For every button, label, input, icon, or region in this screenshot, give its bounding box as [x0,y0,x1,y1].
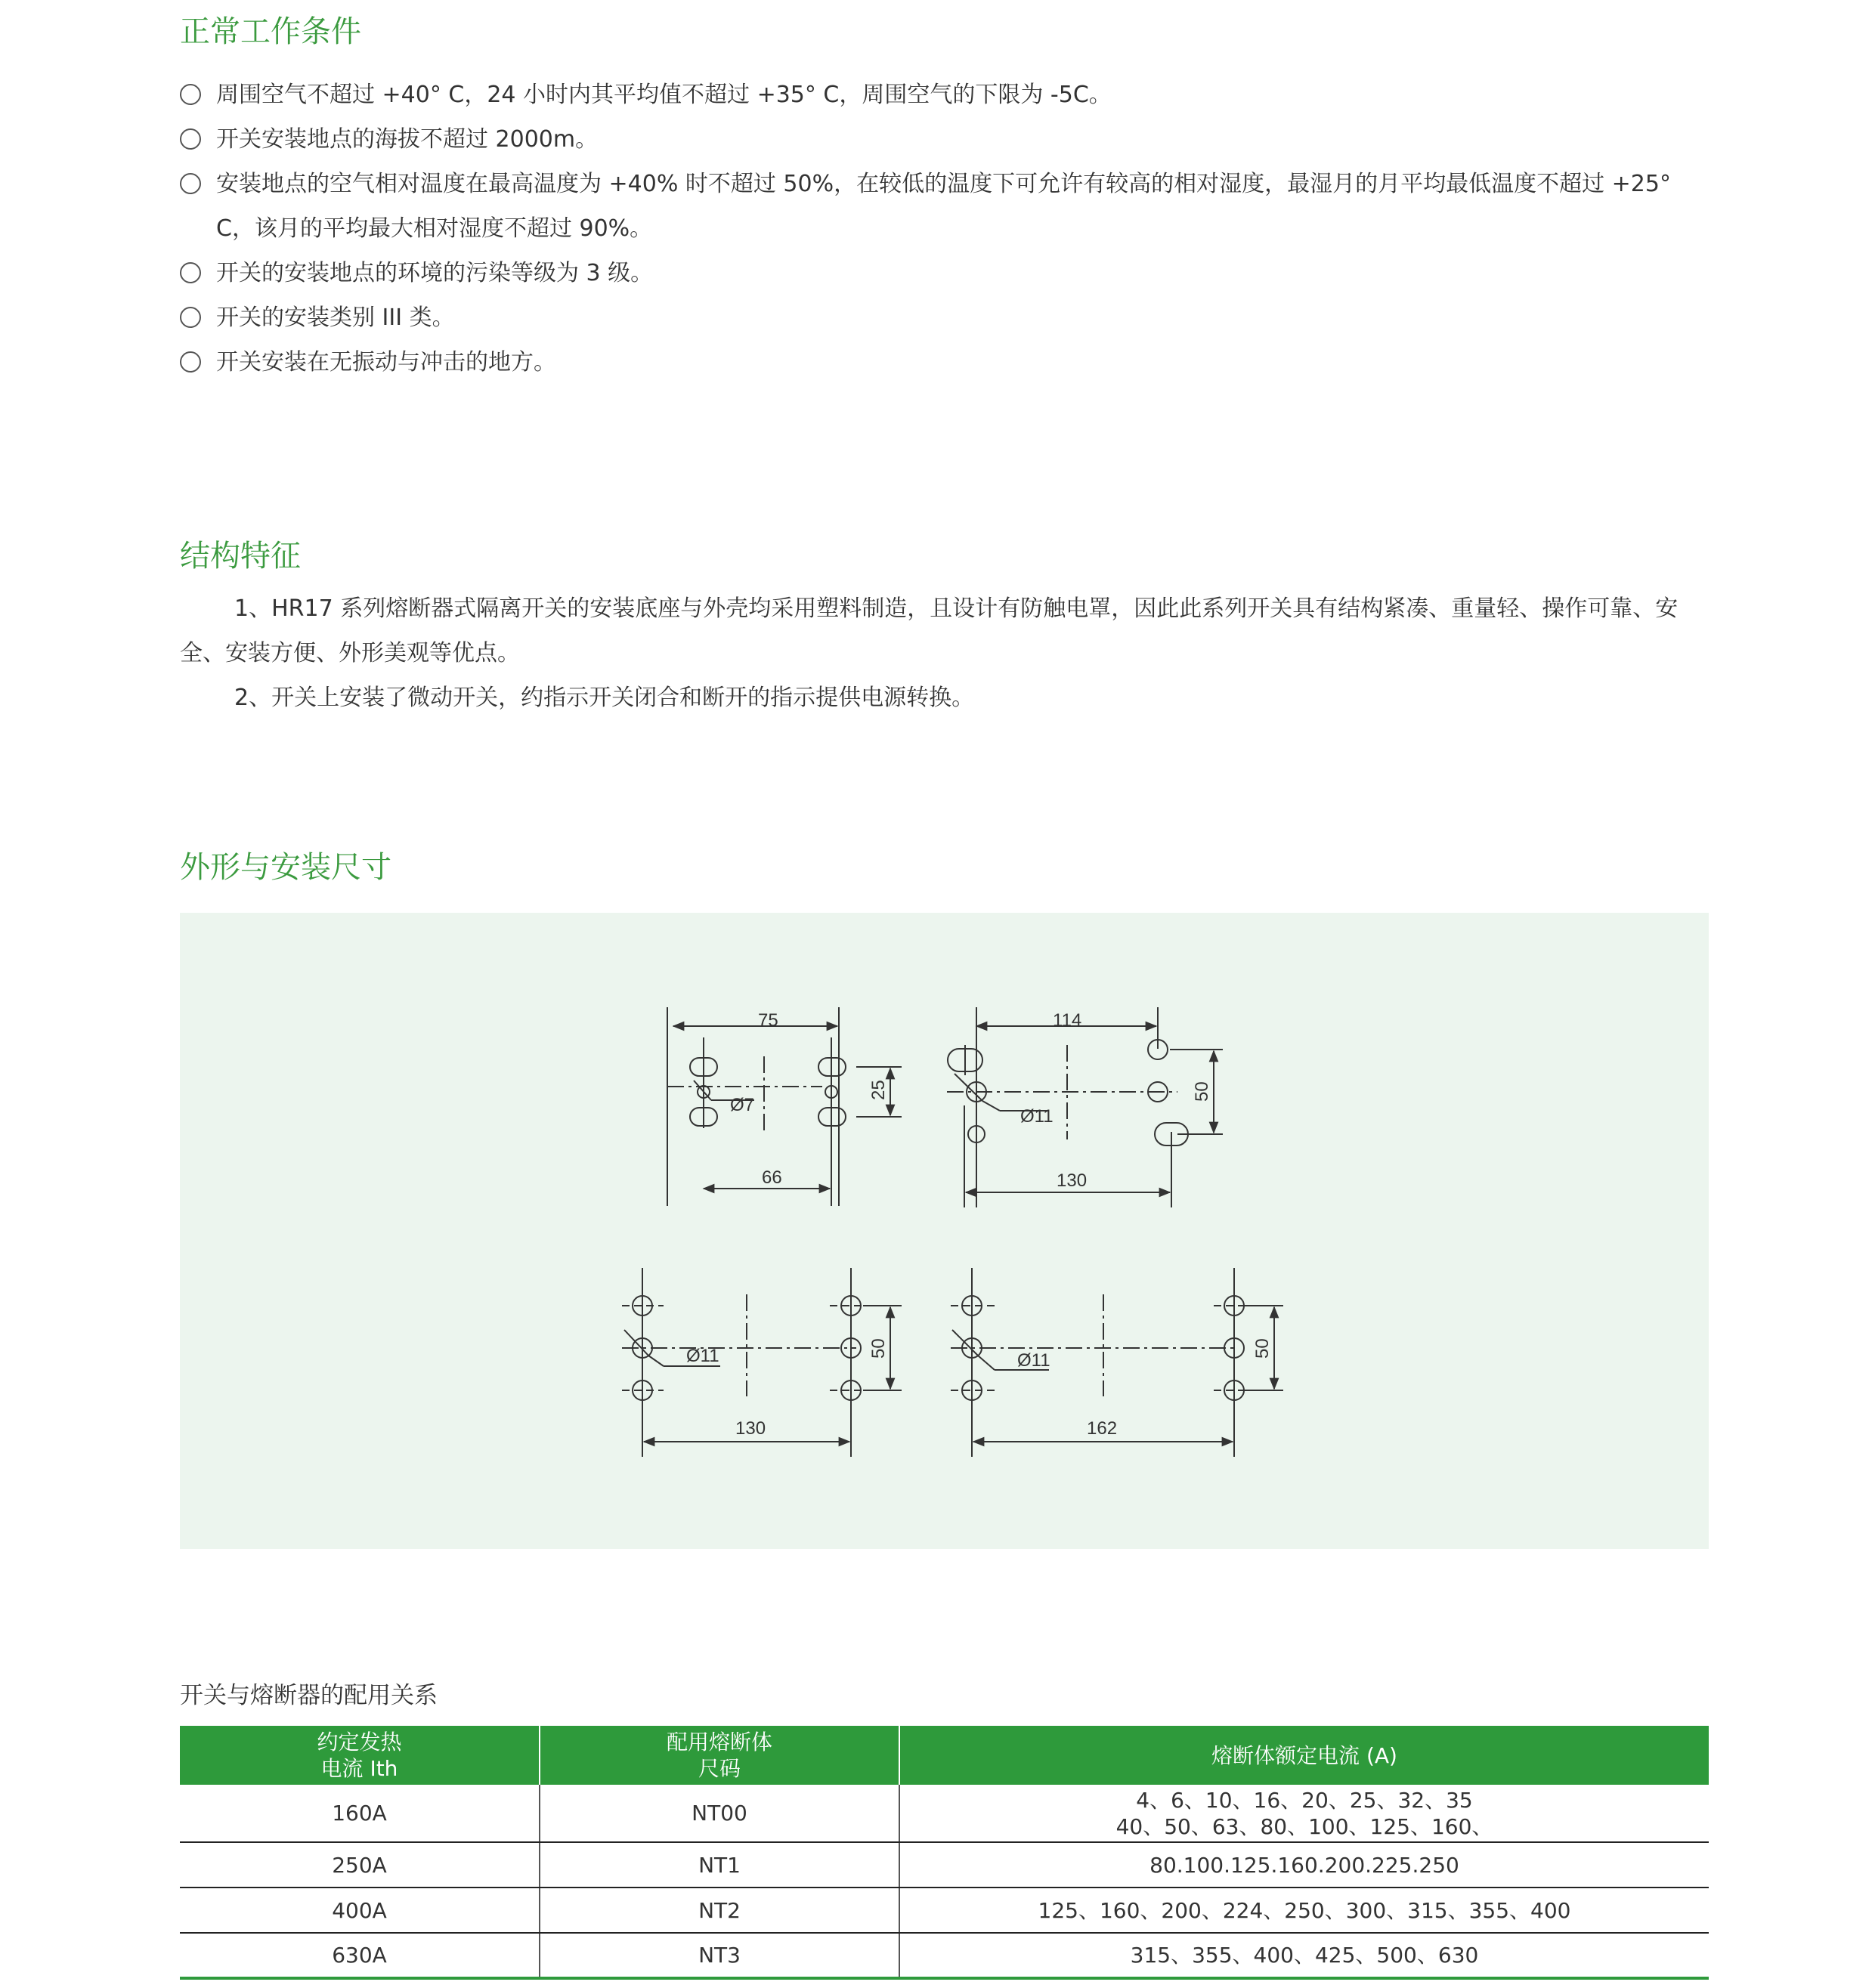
drawing-2 [947,1007,1223,1207]
condition-text: 开关的安装地点的环境的污染等级为 3 级。 [216,260,654,286]
cell-ratings: 315、355、400、425、500、630 [899,1933,1709,1978]
list-item [180,251,1714,295]
cell-current: 250A [180,1842,540,1888]
cell-ratings: 125、160、200、224、250、300、315、355、400 [899,1888,1709,1933]
structure-text [180,586,1714,720]
circle-bullet-icon [180,84,201,105]
cell-ratings-line1: 4、6、10、16、20、25、32、35 [1136,1787,1473,1813]
conditions-list [180,73,1714,385]
fuse-table [180,1726,1709,1980]
list-item [180,295,1714,340]
d3-bottom-dim: 130 [735,1418,766,1439]
cell-current: 160A [180,1785,540,1842]
table-header-row [180,1726,1709,1785]
cell-current: 400A [180,1888,540,1933]
dimension-drawings [180,913,1709,1549]
condition-text: 周围空气不超过 +40° C，24 小时内其平均值不超过 +35° C，周围空气的下限为 -5C。 [216,82,1112,108]
dimensions-heading: 外形与安装尺寸 [180,850,391,885]
d1-side-dim: 25 [868,1080,889,1100]
d1-bottom-dim: 66 [762,1167,782,1188]
d3-hole-label: Ø11 [686,1346,719,1366]
conditions-heading: 正常工作条件 [180,14,361,49]
header-current [180,1726,540,1785]
structure-paragraph-2: 2、开关上安装了微动开关，约指示开关闭合和断开的指示提供电源转换。 [234,685,975,711]
circle-bullet-icon [180,351,201,373]
table-title: 开关与熔断器的配用关系 [180,1682,438,1709]
header-current-line1: 约定发热 [317,1730,402,1755]
d1-top-dim: 75 [758,1010,778,1031]
table-row [180,1842,1709,1888]
table-row [180,1785,1709,1842]
condition-text: 安装地点的空气相对温度在最高温度为 +40% 时不超过 50%，在较低的温度下可允许有较高的相对湿度，最湿月的月平均最低温度不超过 +25° C，该月的平均最大相对湿度不超过 90%。 [216,171,1671,242]
header-current-line2: 电流 Ith [320,1756,398,1781]
d4-side-dim: 50 [1252,1338,1273,1359]
header-size-line2: 尺码 [698,1756,741,1781]
condition-text: 开关安装在无振动与冲击的地方。 [216,349,556,376]
d2-side-dim: 50 [1192,1081,1212,1102]
circle-bullet-icon [180,262,201,283]
drawing-3 [622,1268,902,1457]
list-item [180,162,1714,251]
header-size-line1: 配用熔断体 [666,1730,772,1755]
cell-size: NT00 [540,1785,899,1842]
cell-ratings-line2: 40、50、63、80、100、125、160、 [1115,1813,1493,1839]
circle-bullet-icon [180,173,201,194]
table-row [180,1933,1709,1978]
cell-size: NT2 [540,1888,899,1933]
list-item [180,340,1714,385]
d2-hole-label: Ø11 [1020,1106,1054,1127]
d4-hole-label: Ø11 [1017,1350,1050,1371]
table-row [180,1888,1709,1933]
condition-text: 开关安装地点的海拔不超过 2000m。 [216,126,599,153]
cell-current: 630A [180,1933,540,1978]
cell-ratings: 80.100.125.160.200.225.250 [899,1842,1709,1888]
list-item [180,73,1714,117]
header-size [540,1726,899,1785]
cell-size: NT1 [540,1842,899,1888]
structure-paragraph-1: 1、HR17 系列熔断器式隔离开关的安装底座与外壳均采用塑料制造，且设计有防触电罩，因此此系列开关具有结构紧凑、重量轻、操作可靠、安全、安装方便、外形美观等优点。 [180,595,1679,666]
drawing-1 [667,1007,902,1206]
d3-side-dim: 50 [868,1338,889,1359]
circle-bullet-icon [180,307,201,328]
dimension-drawings-svg [180,913,1709,1549]
structure-heading: 结构特征 [180,539,301,574]
drawing-4 [951,1268,1283,1457]
cell-ratings [899,1785,1709,1842]
condition-text: 开关的安装类别 III 类。 [216,305,455,331]
cell-size: NT3 [540,1933,899,1978]
d1-hole-label: Ø7 [730,1095,755,1115]
circle-bullet-icon [180,128,201,150]
d4-bottom-dim: 162 [1087,1418,1118,1439]
list-item [180,117,1714,162]
header-ratings: 熔断体额定电流 (A) [899,1726,1709,1785]
d2-bottom-dim: 130 [1057,1170,1088,1191]
d2-top-dim: 114 [1053,1010,1082,1031]
